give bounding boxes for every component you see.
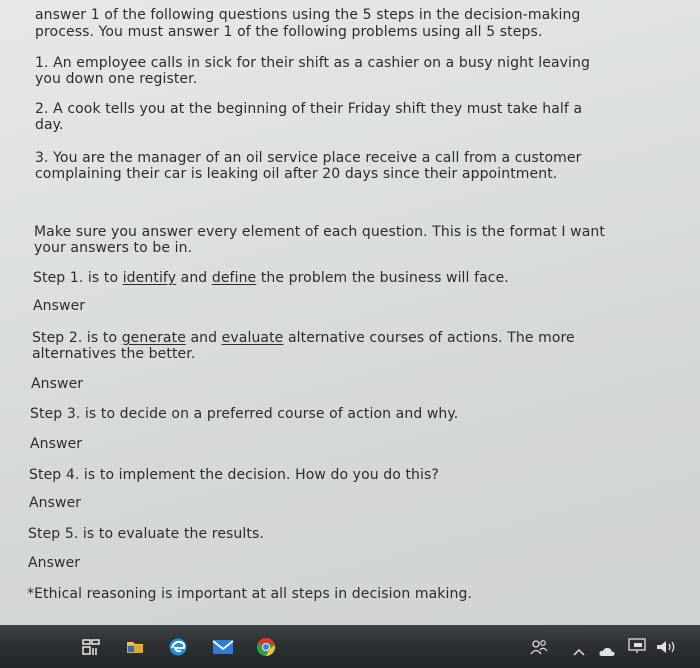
file-explorer-icon[interactable] xyxy=(125,637,145,657)
step-2-line-2: alternatives the better. xyxy=(32,346,196,362)
network-icon[interactable] xyxy=(628,638,646,658)
intro-line-2: process. You must answer 1 of the following problems using all 5 steps. xyxy=(35,24,543,40)
people-icon[interactable] xyxy=(530,639,548,659)
step-5-text: Step 5. is to evaluate the results. xyxy=(28,526,264,542)
step-2-mid: and xyxy=(185,330,222,346)
step-1-prefix: Step 1. is to xyxy=(33,270,123,286)
step-3-text: Step 3. is to decide on a preferred course of action and why. xyxy=(30,406,459,422)
ethics-note: *Ethical reasoning is important at all steps in decision making. xyxy=(27,586,472,602)
step-2-suffix: alternative courses of actions. The more xyxy=(283,330,575,346)
format-note-line-1: Make sure you answer every element of each question. This is the format I want xyxy=(34,224,605,240)
answer-label-1: Answer xyxy=(33,298,86,314)
speaker-icon[interactable] xyxy=(656,639,678,658)
step-1-keyword-define: define xyxy=(211,270,257,286)
step-1-mid: and xyxy=(176,270,212,286)
problem-2-line-1: 2. A cook tells you at the beginning of their Friday shift they must take half a xyxy=(35,101,583,117)
step-1-keyword-identify: identify xyxy=(122,270,177,286)
answer-label-5: Answer xyxy=(28,555,81,571)
problem-3-line-1: 3. You are the manager of an oil service place receive a call from a customer xyxy=(35,150,582,166)
step-2-text xyxy=(32,330,575,347)
step-2-keyword-evaluate: evaluate xyxy=(221,330,284,346)
chevron-up-icon[interactable] xyxy=(572,642,586,661)
format-note-line-2: your answers to be in. xyxy=(34,240,193,256)
chrome-icon[interactable] xyxy=(256,637,276,657)
cloud-icon[interactable] xyxy=(598,642,616,661)
problem-1-line-2: you down one register. xyxy=(35,71,198,87)
problem-1-line-1: 1. An employee calls in sick for their shift as a cashier on a busy night leaving xyxy=(35,55,590,71)
answer-label-4: Answer xyxy=(29,495,82,511)
problem-2-line-2: day. xyxy=(35,117,64,133)
mail-icon[interactable] xyxy=(212,637,232,657)
problem-3-line-2: complaining their car is leaking oil after 20 days since their appointment. xyxy=(35,166,558,182)
edge-browser-icon[interactable] xyxy=(168,637,188,657)
task-view-icon[interactable] xyxy=(81,637,101,657)
step-1-suffix: the problem the business will face. xyxy=(256,270,509,286)
step-1-text xyxy=(33,270,509,287)
intro-line-1: answer 1 of the following questions using the 5 steps in the decision-making xyxy=(35,7,581,23)
step-2-keyword-generate: generate xyxy=(121,330,186,346)
taskbar xyxy=(0,625,700,668)
answer-label-2: Answer xyxy=(31,376,84,392)
answer-label-3: Answer xyxy=(30,436,83,452)
step-4-text: Step 4. is to implement the decision. How do you do this? xyxy=(29,467,439,483)
step-2-prefix: Step 2. is to xyxy=(32,330,122,346)
